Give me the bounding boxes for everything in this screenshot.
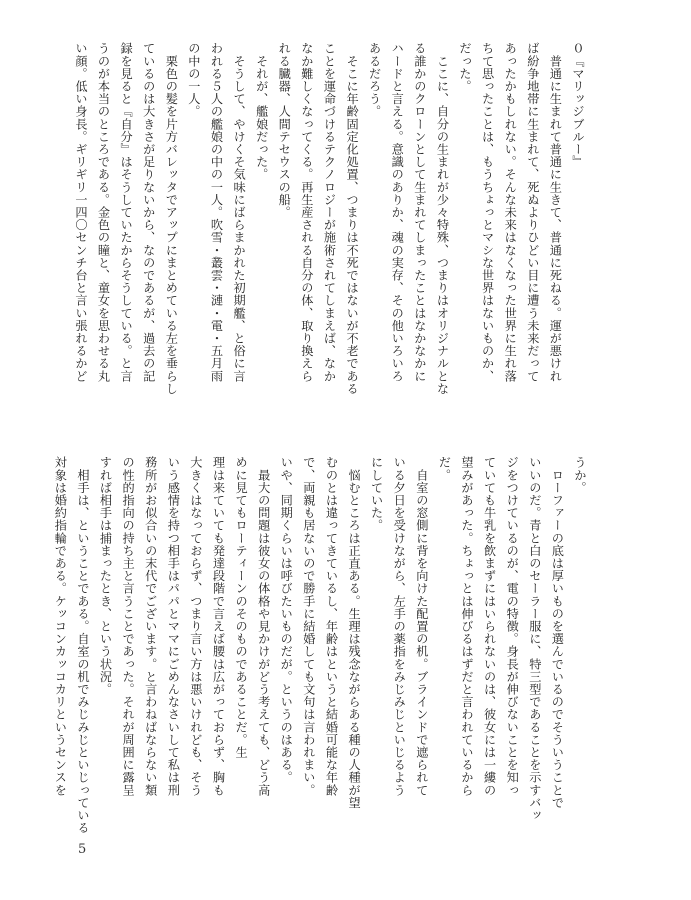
text-line: ているのは大きさが足りないから、なのであるが、過去の記 (141, 42, 156, 383)
text-line: だ。 (437, 456, 452, 482)
text-line: なか難しくなってくる。再生産される自分の体、取り換えら (299, 42, 314, 383)
text-line: 最大の問題は彼女の体格や見かけがどう考えても、どう高 (256, 456, 271, 797)
text-line: だった。 (458, 42, 473, 93)
text-line: る誰かのクローンとして生まれてしまったことはなかなかに (412, 42, 427, 383)
text-line: いや、同期くらいは呼びたいものだが。というのはある。 (279, 456, 294, 784)
text-line: いいのだ。青と白のセーラー服に、特三型であることを示すバッ (527, 456, 542, 822)
text-line: いる夕日を受けながら、左手の薬指をみじみじといじるよう (392, 456, 407, 797)
text-line: われる５人の艦娘の中の一人。吹雪・叢雲・漣・電・五月雨 (209, 42, 224, 383)
text-line: 務所がお似合いの末代でございます。と言わねばならない類 (143, 456, 158, 797)
text-line: あるだろう。 (367, 42, 382, 118)
text-line: めに見てもローティーンのそのものであることだ。生 (234, 456, 249, 759)
text-line: 対象は婚約指輪である。ケッコンカッコカリというセンスを (53, 456, 68, 797)
text-line: 悩むところは正直ある。生理は残念ながらある種の人種が望 (347, 456, 362, 809)
text-line: ジをつけているのが、電の特徴。身長が伸びないことを知っ (505, 456, 520, 797)
text-line: ここに、自分の生まれが少々特殊、つまりはオリジナルとな (435, 42, 450, 395)
text-line: それが、艦娘だった。 (254, 42, 269, 181)
text-line: そうして、やけくそ気味にばらまかれた初期艦、と俗に言 (232, 42, 247, 383)
page-number: 5 (78, 842, 87, 857)
text-line: ていても牛乳を飲まずにはいられないのは、彼女には一縷の (482, 456, 497, 797)
text-line: 普通に生まれて普通に生きて、普通に死ねる。運が悪けれ (548, 42, 563, 383)
text-line: れる臓器、人間テセウスの船。 (277, 42, 292, 219)
text-line: すれば相手は捕まったとき、という状況。 (98, 456, 113, 696)
text-line: ローファーの底は厚いものを選んでいるのでそういうことで (550, 456, 565, 809)
text-line: 大きくはなっておらず、つまり言い方は悪いけれども、そう (188, 456, 203, 797)
text-line: そこに年齢固定化処置、つまりは不死ではないが不老である (345, 42, 360, 395)
text-line: にしていた。 (369, 456, 384, 532)
text-line: 自室の窓側に背を向けた配置の机。ブラインドで遮られて (414, 456, 429, 797)
text-line: うのが本当のところである。金色の瞳と、童女を思わせる丸 (96, 42, 111, 383)
text-line: の性的指向の持ち主と言うことであった。それが周囲に露呈 (121, 456, 136, 797)
text-line: で、両親も居ないので勝手に結婚しても文句は言われまい。 (301, 456, 316, 797)
text-line: ハードと言える。意識のありか、魂の実存、その他いろいろ (390, 42, 405, 383)
text-line: あったかもしれない。そんな未来はなくなった世界に生れ落 (503, 42, 518, 383)
chapter-heading: ０『マリッジブルー』 (571, 42, 585, 168)
text-line: うか。 (573, 456, 587, 494)
text-line: 望みがあった。ちょっとは伸びるはずだと言われているから (460, 456, 475, 797)
text-block-top (69, 42, 589, 412)
text-line: ことを運命づけるテクノロジーが施術されてしまえば、なか (322, 42, 337, 383)
text-line: の中の一人。 (186, 42, 201, 118)
text-block-bottom (49, 456, 591, 834)
text-line: ちて思ったことは、もうちょっとマシな世界はないものか、 (480, 42, 495, 383)
text-line: 録を見ると『自分』はそうしていたからそうしている。と言 (119, 42, 134, 383)
text-line: い顔。低い身長。ギリギリ一四〇センチ台と言い張れるかど (73, 42, 88, 383)
text-line: 理は来ていても発達段階で言えば腰は広がっておらず、胸も (211, 456, 226, 797)
text-line: 栗色の髪を片方バレッタでアップにまとめている左を垂らし (164, 42, 179, 395)
text-line: ば紛争地帯に生まれて、死ぬよりひどい目に遭う未来だって (525, 42, 540, 383)
text-line: 相手は、ということである。自室の机でみじみじといじっている (75, 456, 90, 834)
text-line: むのとは違ってきているし、年齢はというと結婚可能な年齢 (324, 456, 339, 797)
text-line: いう感情を持つ相手はパパとママにごめんなさいして私は刑 (166, 456, 181, 797)
